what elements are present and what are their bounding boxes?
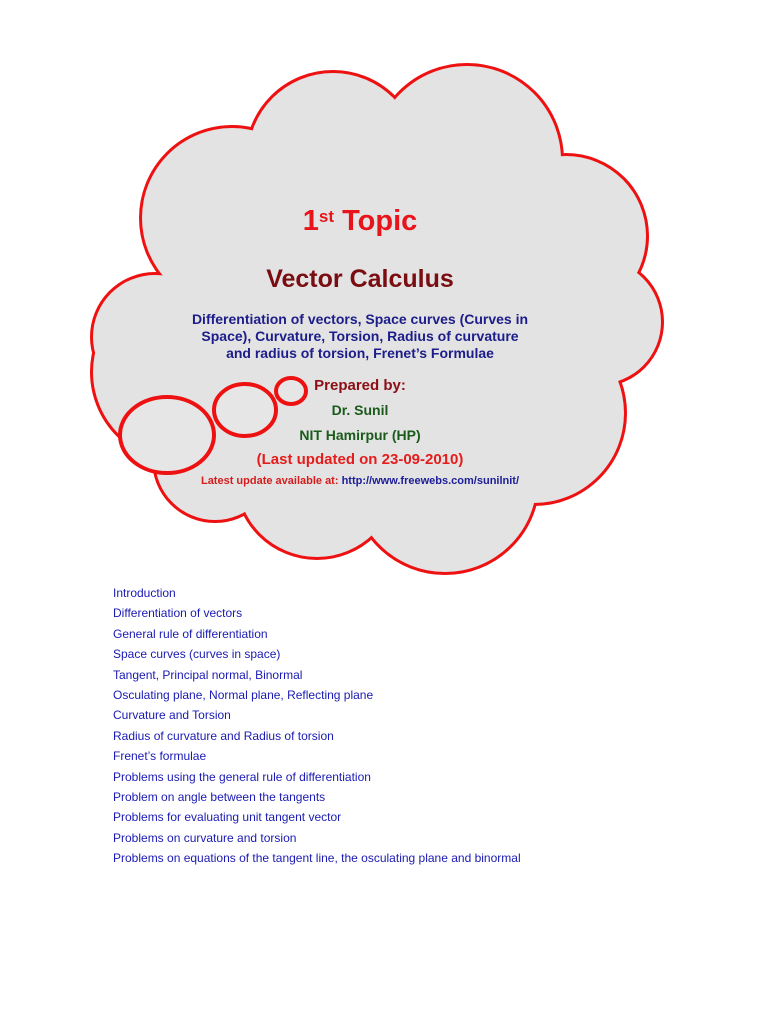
subject-title: Vector Calculus (266, 265, 454, 293)
toc-item[interactable]: Problems using the general rule of differentiation (113, 769, 371, 784)
toc-item[interactable]: Differentiation of vectors (113, 606, 243, 621)
toc-item[interactable]: Introduction (113, 586, 176, 600)
institute-name: NIT Hamirpur (HP) (299, 427, 421, 443)
toc-item[interactable]: Problems for evaluating unit tangent vector (113, 810, 342, 825)
toc-item[interactable]: Curvature and Torsion (113, 708, 231, 723)
topic-number: 1 (302, 205, 319, 237)
topic-number-suffix: st (318, 207, 335, 226)
toc-item[interactable]: Problems on equations of the tangent line, the osculating plane and binormal (113, 851, 521, 866)
subtopics-line: Differentiation of vectors, Space curves (Curves in (191, 311, 529, 327)
toc-item[interactable]: Space curves (curves in space) (113, 647, 281, 662)
toc-item[interactable]: Tangent, Principal normal, Binormal (113, 667, 303, 682)
last-updated-date: (Last updated on 23-09-2010) (256, 451, 464, 468)
toc-item[interactable]: General rule of differentiation (113, 626, 268, 641)
toc-item[interactable]: Osculating plane, Normal plane, Reflecting plane (113, 687, 374, 702)
toc-item[interactable]: Problems on curvature and torsion (113, 830, 297, 845)
prepared-by-label: Prepared by: (314, 377, 406, 394)
subtopics-line: Space), Curvature, Torsion, Radius of curvature (201, 328, 519, 344)
latest-update-line (0, 475, 720, 487)
topic-word: Topic (334, 205, 418, 237)
subtopics-paragraph (0, 311, 720, 362)
toc-item[interactable]: Problem on angle between the tangents (113, 789, 326, 804)
toc-item[interactable]: Frenet’s formulae (113, 749, 207, 764)
latest-update-label: Latest update available at: (200, 475, 342, 487)
subtopics-line: and radius of torsion, Frenet’s Formulae (226, 345, 494, 361)
topic-title (0, 205, 720, 238)
author-name: Dr. Sunil (331, 402, 389, 418)
latest-update-link[interactable]: http://www.freewebs.com/sunilnit/ (341, 475, 520, 487)
toc-item[interactable]: Radius of curvature and Radius of torsion (113, 728, 334, 743)
table-of-contents (113, 585, 521, 870)
